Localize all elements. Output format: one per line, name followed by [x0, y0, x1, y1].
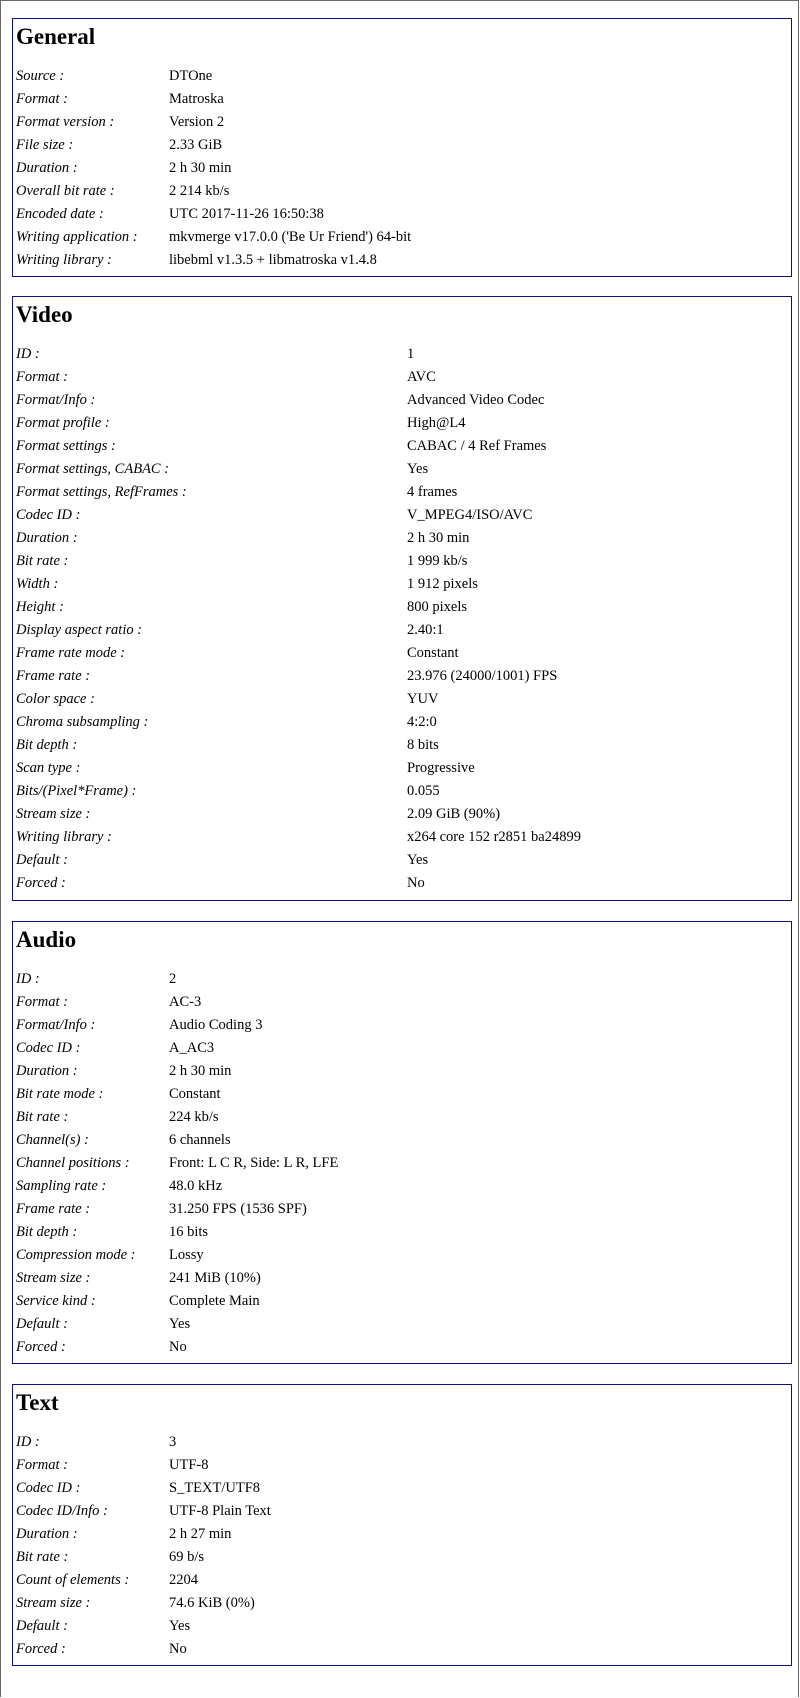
info-label: Service kind : — [16, 1293, 96, 1309]
info-row — [16, 757, 788, 780]
info-value: AC-3 — [169, 994, 202, 1010]
info-label: Frame rate mode : — [16, 645, 126, 661]
info-row — [16, 665, 788, 688]
info-value: Complete Main — [169, 1293, 260, 1309]
info-row — [16, 1244, 788, 1267]
info-value: S_TEXT/UTF8 — [169, 1480, 261, 1496]
info-row — [16, 1313, 788, 1336]
info-label: Format : — [16, 91, 68, 107]
info-value: 8 bits — [407, 737, 439, 753]
info-label: Format settings, RefFrames : — [16, 484, 187, 500]
info-row — [16, 688, 788, 711]
info-label: Duration : — [16, 530, 78, 546]
info-row — [16, 968, 788, 991]
info-row — [16, 1083, 788, 1106]
info-value: 224 kb/s — [169, 1109, 219, 1125]
info-value: Progressive — [407, 760, 475, 776]
info-row — [16, 504, 788, 527]
info-value: 2.40:1 — [407, 622, 444, 638]
info-row — [16, 734, 788, 757]
info-row — [16, 366, 788, 389]
info-row — [16, 573, 788, 596]
info-value: 0.055 — [407, 783, 440, 799]
info-label: Stream size : — [16, 1270, 91, 1286]
info-value: AVC — [407, 369, 436, 385]
section-title-audio: Audio — [16, 927, 77, 952]
info-value: 69 b/s — [169, 1549, 205, 1565]
info-value: 2 h 30 min — [169, 160, 232, 176]
info-label: Bit depth : — [16, 737, 78, 753]
info-label: Bits/(Pixel*Frame) : — [16, 783, 137, 799]
info-value: DTOne — [169, 68, 213, 84]
info-label: Format : — [16, 369, 68, 385]
info-value: 16 bits — [169, 1224, 209, 1240]
info-label: Default : — [16, 1316, 68, 1332]
info-value: Yes — [407, 852, 429, 868]
info-row — [16, 550, 788, 573]
info-label: Bit rate mode : — [16, 1086, 104, 1102]
info-row — [16, 1106, 788, 1129]
info-value: 3 — [169, 1434, 177, 1450]
info-label: Default : — [16, 1618, 68, 1634]
info-label: Bit rate : — [16, 1549, 69, 1565]
info-label: File size : — [16, 137, 74, 153]
info-row — [16, 1569, 788, 1592]
info-value: x264 core 152 r2851 ba24899 — [407, 829, 581, 845]
info-value: CABAC / 4 Ref Frames — [407, 438, 547, 454]
info-row — [16, 1592, 788, 1615]
info-value: No — [169, 1339, 187, 1355]
info-row — [16, 1523, 788, 1546]
info-row — [16, 1290, 788, 1313]
info-value: V_MPEG4/ISO/AVC — [407, 507, 533, 523]
info-value: 1 912 pixels — [407, 576, 478, 592]
info-value: UTF-8 Plain Text — [169, 1503, 271, 1519]
info-label: Height : — [16, 599, 64, 615]
info-value: 2 h 30 min — [169, 1063, 232, 1079]
info-label: Default : — [16, 852, 68, 868]
section-title-general: General — [16, 24, 96, 49]
info-label: Format : — [16, 1457, 68, 1473]
info-label: Format settings, CABAC : — [16, 461, 170, 477]
info-row — [16, 226, 788, 249]
info-row — [16, 481, 788, 504]
info-row — [16, 1152, 788, 1175]
info-value: Lossy — [169, 1247, 204, 1263]
info-row — [16, 458, 788, 481]
info-row — [16, 157, 788, 180]
info-row — [16, 527, 788, 550]
info-label: Compression mode : — [16, 1247, 136, 1263]
info-label: Writing library : — [16, 829, 112, 845]
info-row — [16, 1267, 788, 1290]
info-row — [16, 180, 788, 203]
info-row — [16, 1060, 788, 1083]
info-row — [16, 1477, 788, 1500]
info-row — [16, 619, 788, 642]
info-label: Overall bit rate : — [16, 183, 115, 199]
info-row — [16, 1037, 788, 1060]
info-value: YUV — [407, 691, 439, 707]
info-row — [16, 1129, 788, 1152]
text-rows — [16, 1431, 788, 1661]
info-label: Format : — [16, 994, 68, 1010]
section-title-video: Video — [16, 302, 73, 327]
info-row — [16, 1500, 788, 1523]
info-row — [16, 412, 788, 435]
info-label: Forced : — [16, 1339, 66, 1355]
info-label: Color space : — [16, 691, 95, 707]
info-label: Codec ID : — [16, 1040, 81, 1056]
info-label: Bit depth : — [16, 1224, 78, 1240]
info-row — [16, 88, 788, 111]
audio-section — [12, 921, 792, 1364]
info-value: 74.6 KiB (0%) — [169, 1595, 255, 1611]
info-row — [16, 1336, 788, 1359]
info-label: Chroma subsampling : — [16, 714, 149, 730]
info-label: Source : — [16, 68, 65, 84]
info-value: 2204 — [169, 1572, 198, 1588]
info-row — [16, 1615, 788, 1638]
info-label: Frame rate : — [16, 1201, 91, 1217]
info-label: Sampling rate : — [16, 1178, 107, 1194]
info-value: Matroska — [169, 91, 224, 107]
info-label: Format profile : — [16, 415, 110, 431]
info-value: No — [169, 1641, 187, 1657]
info-row — [16, 780, 788, 803]
info-value: mkvmerge v17.0.0 ('Be Ur Friend') 64-bit — [169, 229, 412, 245]
info-value: 2 — [169, 971, 177, 987]
info-value: 2 h 27 min — [169, 1526, 232, 1542]
info-value: UTC 2017-11-26 16:50:38 — [169, 206, 324, 222]
info-label: Scan type : — [16, 760, 81, 776]
info-value: 31.250 FPS (1536 SPF) — [169, 1201, 307, 1217]
info-label: Frame rate : — [16, 668, 91, 684]
info-row — [16, 596, 788, 619]
info-label: Bit rate : — [16, 1109, 69, 1125]
info-row — [16, 1431, 788, 1454]
info-row — [16, 849, 788, 872]
info-value: 23.976 (24000/1001) FPS — [407, 668, 558, 684]
info-row — [16, 111, 788, 134]
general-rows — [16, 65, 788, 272]
video-section — [12, 296, 792, 901]
info-label: Codec ID : — [16, 1480, 81, 1496]
info-value: 2.33 GiB — [169, 137, 223, 153]
info-label: Codec ID/Info : — [16, 1503, 108, 1519]
info-label: Duration : — [16, 160, 78, 176]
info-row — [16, 343, 788, 366]
info-value: Yes — [169, 1618, 191, 1634]
info-value: Version 2 — [169, 114, 225, 130]
info-value: Audio Coding 3 — [169, 1017, 263, 1033]
info-row — [16, 1638, 788, 1661]
info-row — [16, 435, 788, 458]
info-value: 2 214 kb/s — [169, 183, 230, 199]
info-row — [16, 65, 788, 88]
info-value: 6 channels — [169, 1132, 231, 1148]
info-value: 2.09 GiB (90%) — [407, 806, 501, 822]
info-label: Channel(s) : — [16, 1132, 89, 1148]
info-label: ID : — [16, 1434, 40, 1450]
info-row — [16, 1175, 788, 1198]
info-row — [16, 991, 788, 1014]
info-value: Constant — [407, 645, 459, 661]
info-value: 4:2:0 — [407, 714, 437, 730]
info-row — [16, 1014, 788, 1037]
info-label: Width : — [16, 576, 59, 592]
info-value: UTF-8 — [169, 1457, 209, 1473]
info-label: Stream size : — [16, 806, 91, 822]
info-value: A_AC3 — [169, 1040, 215, 1056]
info-row — [16, 872, 788, 895]
text-section — [12, 1384, 792, 1666]
section-title-text: Text — [16, 1390, 59, 1415]
info-label: Format version : — [16, 114, 115, 130]
info-value: 800 pixels — [407, 599, 468, 615]
info-label: Stream size : — [16, 1595, 91, 1611]
info-row — [16, 1454, 788, 1477]
info-label: Duration : — [16, 1063, 78, 1079]
info-value: No — [407, 875, 425, 891]
info-label: Duration : — [16, 1526, 78, 1542]
info-label: Writing library : — [16, 252, 112, 268]
info-value: 1 — [407, 346, 415, 362]
info-label: Format/Info : — [16, 392, 96, 408]
info-row — [16, 249, 788, 272]
info-value: 48.0 kHz — [169, 1178, 223, 1194]
audio-rows — [16, 968, 788, 1359]
info-row — [16, 1221, 788, 1244]
info-label: ID : — [16, 971, 40, 987]
info-value: 2 h 30 min — [407, 530, 470, 546]
general-section — [12, 18, 792, 277]
info-label: Format settings : — [16, 438, 116, 454]
info-label: Forced : — [16, 875, 66, 891]
info-row — [16, 1198, 788, 1221]
info-label: Encoded date : — [16, 206, 104, 222]
info-value: libebml v1.3.5 + libmatroska v1.4.8 — [169, 252, 377, 268]
info-value: Constant — [169, 1086, 221, 1102]
info-label: ID : — [16, 346, 40, 362]
info-row — [16, 134, 788, 157]
info-label: Channel positions : — [16, 1155, 130, 1171]
info-value: High@L4 — [407, 415, 466, 431]
info-label: Format/Info : — [16, 1017, 96, 1033]
video-rows — [16, 343, 788, 895]
info-row — [16, 389, 788, 412]
info-value: Front: L C R, Side: L R, LFE — [169, 1155, 339, 1171]
info-label: Writing application : — [16, 229, 138, 245]
info-label: Display aspect ratio : — [16, 622, 143, 638]
info-row — [16, 711, 788, 734]
info-value: 4 frames — [407, 484, 458, 500]
info-value: 1 999 kb/s — [407, 553, 468, 569]
info-row — [16, 642, 788, 665]
info-row — [16, 826, 788, 849]
info-row — [16, 203, 788, 226]
info-value: Yes — [169, 1316, 191, 1332]
info-label: Forced : — [16, 1641, 66, 1657]
info-value: Yes — [407, 461, 429, 477]
info-value: Advanced Video Codec — [407, 392, 545, 408]
info-label: Count of elements : — [16, 1572, 130, 1588]
info-row — [16, 1546, 788, 1569]
info-row — [16, 803, 788, 826]
info-label: Bit rate : — [16, 553, 69, 569]
info-label: Codec ID : — [16, 507, 81, 523]
info-value: 241 MiB (10%) — [169, 1270, 261, 1286]
